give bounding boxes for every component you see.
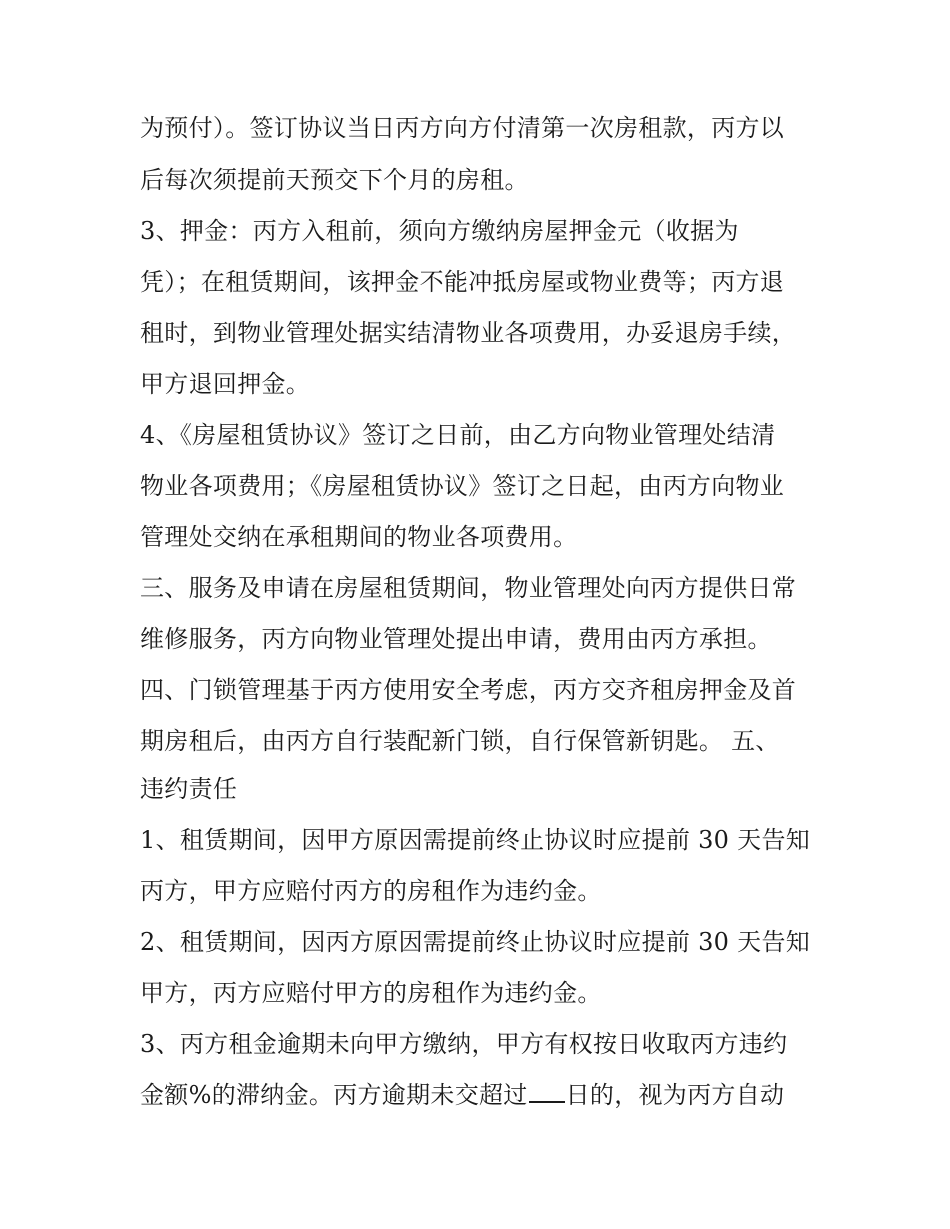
- paragraph-line: 2、租赁期间，因丙方原因需提前终止协议时应提前 30 天告知: [140, 928, 811, 956]
- paragraph-line: 维修服务，丙方向物业管理处提出申请，费用由丙方承担。: [140, 625, 772, 653]
- paragraph-line: 管理处交纳在承租期间的物业各项费用。: [140, 523, 578, 551]
- paragraph-line: 3、丙方租金逾期未向甲方缴纳，甲方有权按日收取丙方违约: [140, 1030, 788, 1058]
- paragraph-line: 4、《房屋租赁协议》签订之日前，由乙方向物业管理处结清: [140, 421, 776, 449]
- paragraph-line: 丙方，甲方应赔付丙方的房租作为违约金。: [140, 877, 602, 905]
- section-heading: 违约责任: [140, 775, 238, 803]
- paragraph-line: 为预付）。签订协议当日丙方向方付清第一次房租款，丙方以: [140, 114, 785, 142]
- paragraph-line: 1、租赁期间，因甲方原因需提前终止协议时应提前 30 天告知: [140, 826, 811, 854]
- paragraph-line: 凭）；在租赁期间，该押金不能冲抵房屋或物业费等；丙方退: [140, 268, 785, 296]
- paragraph-line-with-blank: [140, 1080, 784, 1110]
- last-line-after-blank: 日的，视为丙方自动: [565, 1081, 785, 1109]
- paragraph-line: 四、门锁管理基于丙方使用安全考虑，丙方交齐租房押金及首: [140, 676, 797, 704]
- paragraph-line: 甲方，丙方应赔付甲方的房租作为违约金。: [140, 979, 602, 1007]
- fill-in-blank: [529, 1081, 565, 1103]
- paragraph-line: 物业各项费用；《房屋租赁协议》签订之日起，由丙方向物业: [140, 472, 785, 500]
- last-line-before-blank: 金额%的滞纳金。丙方逾期未交超过: [140, 1081, 528, 1109]
- paragraph-line: 甲方退回押金。: [140, 370, 311, 398]
- paragraph-line: 租时，到物业管理处据实结清物业各项费用，办妥退房手续，: [140, 319, 797, 347]
- paragraph-line: 三、服务及申请在房屋租赁期间，物业管理处向丙方提供日常: [140, 574, 797, 602]
- paragraph-line: 后每次须提前天预交下个月的房租。: [140, 166, 529, 194]
- paragraph-line: 3、押金：丙方入租前，须向方缴纳房屋押金元（收据为: [140, 217, 739, 245]
- paragraph-line: 期房租后，由丙方自行装配新门锁，自行保管新钥匙。 五、: [140, 727, 780, 755]
